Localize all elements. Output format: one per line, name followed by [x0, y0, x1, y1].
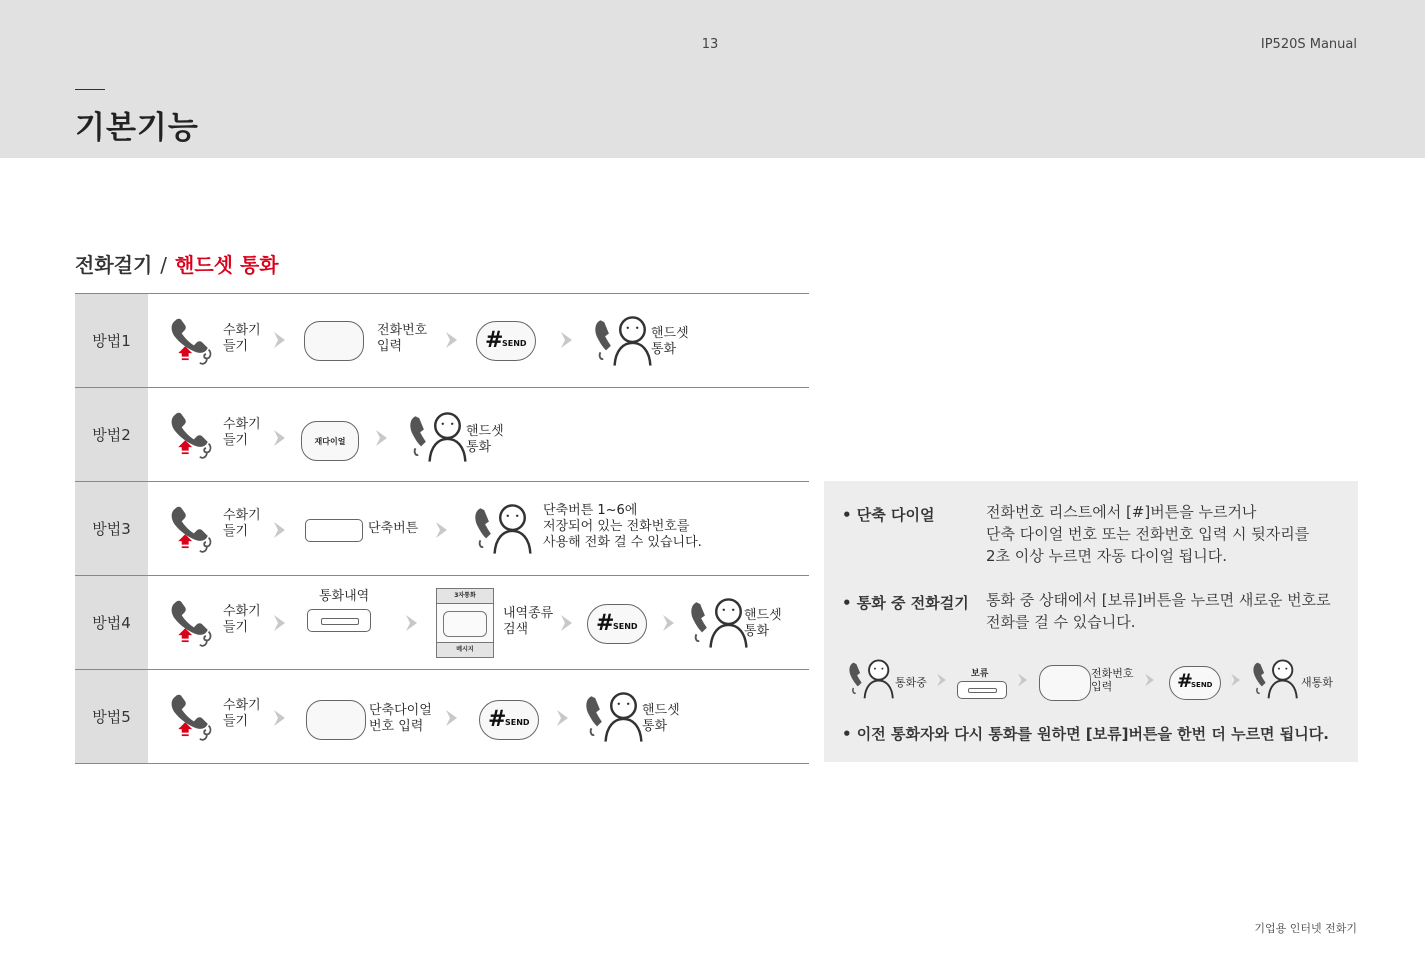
lift-handset-icon	[167, 312, 219, 370]
speed-dial-description: 단축버튼 1~6에 저장되어 있는 전화번호를 사용해 전화 걸 수 있습니다.	[543, 503, 702, 550]
lift-handset-label: 수화기 들기	[223, 604, 261, 635]
info-desc-call-during: 통화 중 상태에서 [보류]버튼을 누르면 새로운 번호로 전화를 걸 수 있습니다.	[986, 591, 1331, 631]
chevron-right-icon	[270, 330, 290, 350]
chevron-right-icon	[270, 428, 290, 448]
hash-icon: #	[1177, 670, 1193, 692]
lift-handset-icon	[167, 594, 219, 652]
section-subtitle: 핸드셋 통화	[175, 253, 279, 277]
hold-caption: 보류	[971, 669, 989, 679]
handset-talk-icon	[406, 410, 472, 464]
menu-bottom-label: 메시지	[437, 642, 493, 657]
method-row-3	[75, 482, 809, 576]
handset-talk-icon	[471, 502, 537, 556]
chevron-right-icon	[442, 708, 462, 728]
send-label: SEND	[613, 622, 638, 631]
hold-key	[957, 681, 1007, 699]
method-label: 방법3	[75, 482, 148, 575]
key-slot	[968, 688, 997, 693]
info-term-speed-dial: • 단축 다이얼	[842, 506, 935, 524]
send-label: SEND	[1191, 681, 1213, 689]
handset-talk-label: 핸드셋 통화	[642, 703, 680, 734]
chevron-right-icon	[659, 613, 679, 633]
hash-icon: #	[488, 706, 507, 732]
lift-handset-label: 수화기 들기	[223, 323, 261, 354]
hash-icon: #	[596, 610, 615, 636]
lift-handset-icon	[167, 688, 219, 746]
handset-talk-icon	[591, 314, 657, 368]
handset-talk-icon	[582, 690, 648, 744]
info-panel	[824, 481, 1358, 762]
call-history-caption: 통화내역	[319, 589, 370, 604]
chevron-right-icon	[1228, 672, 1244, 688]
lift-handset-icon	[167, 500, 219, 558]
hash-icon: #	[485, 327, 504, 353]
handset-talk-label: 핸드셋 통화	[744, 608, 782, 639]
menu-screen	[443, 611, 487, 637]
section-title-separator: /	[160, 253, 168, 277]
method-label: 방법5	[75, 670, 148, 763]
speed-dial-key	[305, 519, 363, 542]
method-row-4	[75, 576, 809, 670]
method-label: 방법1	[75, 294, 148, 387]
chevron-right-icon	[553, 708, 573, 728]
send-button	[476, 321, 536, 361]
chevron-right-icon	[270, 520, 290, 540]
new-call-icon	[1250, 657, 1302, 701]
page-header	[0, 0, 1425, 158]
chevron-right-icon	[442, 330, 462, 350]
info-desc-speed-dial: 전화번호 리스트에서 [#]버튼을 누르거나 단축 다이얼 번호 또는 전화번호 입력 시 뒷자리를 2초 이상 누르면 자동 다이얼 됩니다.	[986, 503, 1310, 565]
history-type-search-label: 내역종류 검색	[503, 606, 554, 637]
chevron-right-icon	[1015, 672, 1031, 688]
chevron-right-icon	[557, 330, 577, 350]
key-slot	[321, 618, 359, 625]
chevron-right-icon	[270, 708, 290, 728]
chevron-right-icon	[402, 613, 422, 633]
speed-dial-input-label: 단축다이얼 번호 입력	[369, 703, 432, 734]
handset-talk-label: 핸드셋 통화	[466, 424, 504, 455]
history-menu-icon	[436, 588, 494, 658]
number-input-key	[1039, 665, 1091, 701]
send-button	[1169, 666, 1221, 700]
send-button	[587, 604, 647, 644]
new-call-label: 새통화	[1301, 676, 1333, 689]
chevron-right-icon	[934, 672, 950, 688]
method-row-2	[75, 388, 809, 482]
in-call-icon	[846, 657, 898, 701]
send-label: SEND	[502, 339, 527, 348]
lift-handset-label: 수화기 들기	[223, 417, 261, 448]
section-title-main: 전화걸기	[75, 253, 153, 277]
page-title: 기본기능	[75, 110, 199, 146]
lift-handset-icon	[167, 406, 219, 464]
method-row-1	[75, 294, 809, 388]
method-label: 방법4	[75, 576, 148, 669]
speed-dial-input-key	[306, 700, 366, 740]
method-row-5	[75, 670, 809, 764]
chevron-right-icon	[270, 613, 290, 633]
chevron-right-icon	[1142, 672, 1158, 688]
number-input-label: 전화번호 입력	[377, 323, 428, 354]
chevron-right-icon	[432, 520, 452, 540]
menu-top-label: 3자통화	[437, 589, 493, 604]
section-title	[75, 249, 279, 278]
manual-title: IP520S Manual	[1260, 37, 1357, 52]
call-history-key	[307, 609, 371, 632]
page-footer: 기업용 인터넷 전화기	[1254, 922, 1357, 935]
handset-talk-label: 핸드셋 통화	[651, 326, 689, 357]
page-number: 13	[701, 37, 719, 52]
number-input-key	[304, 321, 364, 361]
methods-table	[75, 293, 809, 764]
lift-handset-label: 수화기 들기	[223, 508, 261, 539]
chevron-right-icon	[372, 428, 392, 448]
info-note: • 이전 통화자와 다시 통화를 원하면 [보류]버튼을 한번 더 누르면 됩니다.	[842, 725, 1329, 743]
title-rule	[75, 89, 105, 90]
redial-button: 재다이얼	[301, 421, 359, 461]
method-label: 방법2	[75, 388, 148, 481]
send-button	[479, 700, 539, 740]
in-call-label: 통화중	[895, 676, 927, 689]
info-term-call-during: • 통화 중 전화걸기	[842, 594, 969, 612]
number-input-label: 전화번호 입력	[1091, 667, 1134, 693]
lift-handset-label: 수화기 들기	[223, 698, 261, 729]
speed-dial-label: 단축버튼	[368, 521, 419, 536]
send-label: SEND	[505, 718, 530, 727]
chevron-right-icon	[557, 613, 577, 633]
